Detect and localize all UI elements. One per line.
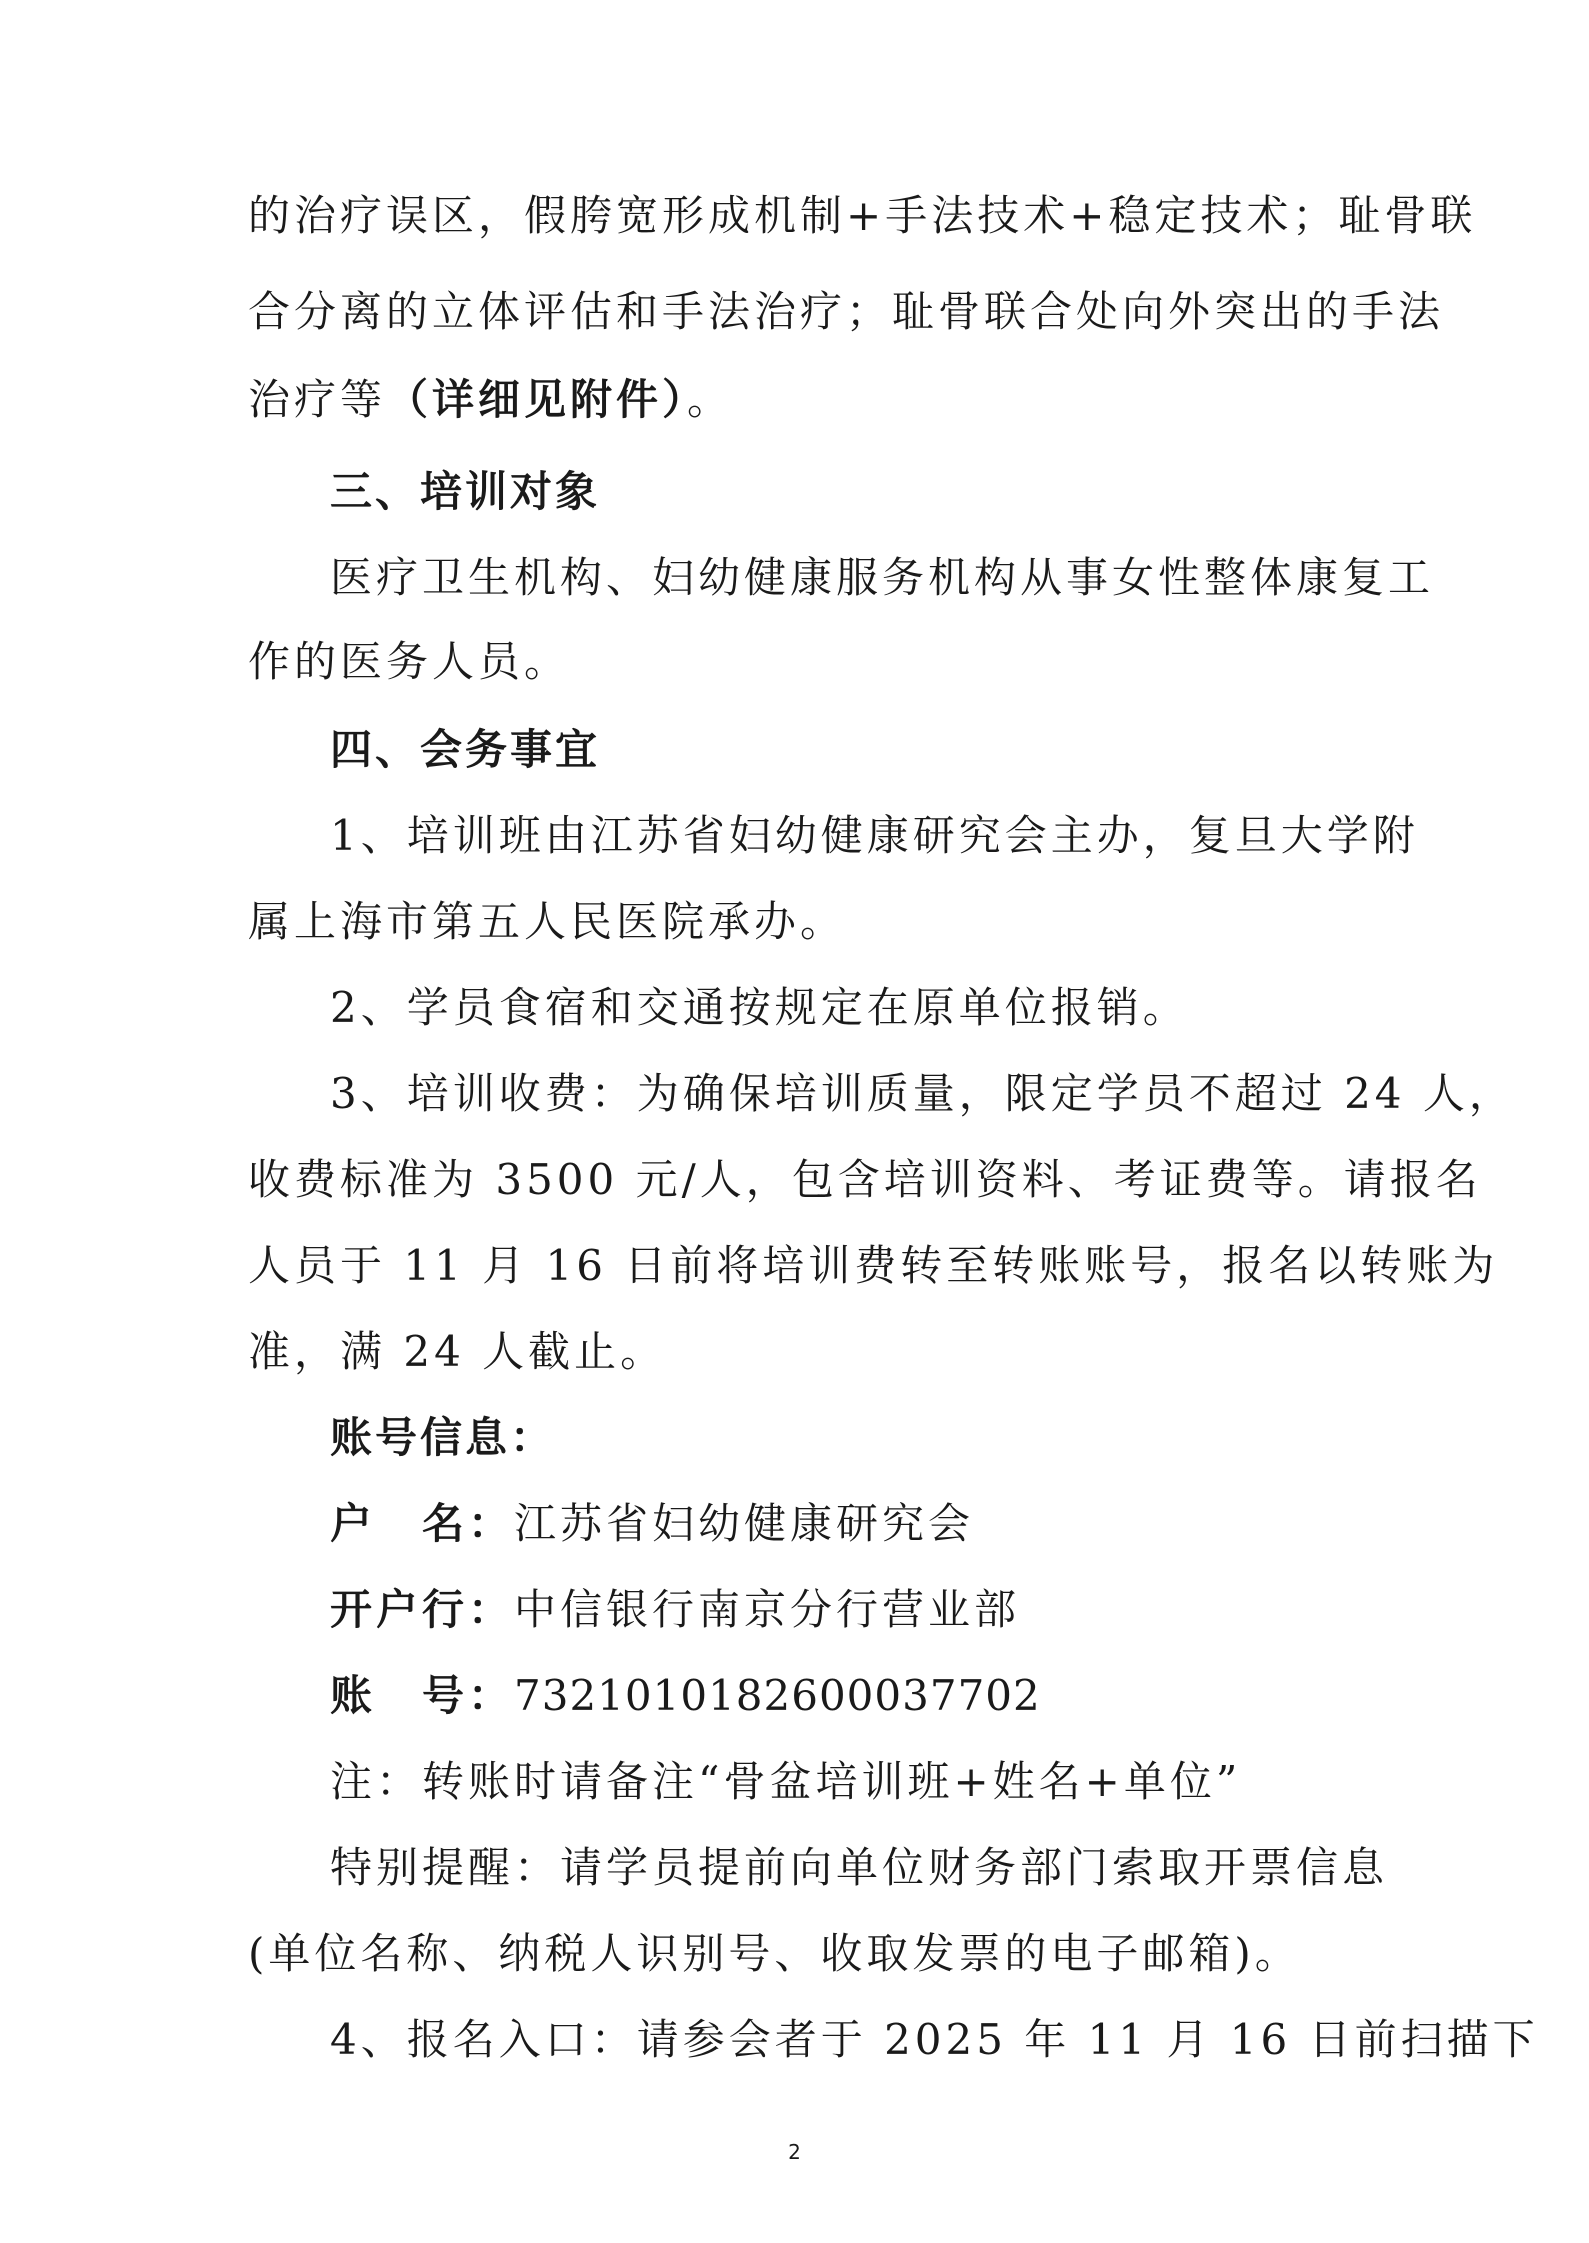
section-3-heading: 三、培训对象 <box>330 467 601 516</box>
attachment-reference: （详细见附件） <box>386 375 688 424</box>
account-name-value: 江苏省妇幼健康研究会 <box>514 1499 975 1548</box>
item-3-line-4: 准，满 24 人截止。 <box>248 1327 667 1376</box>
special-reminder-line-1: 特别提醒：请学员提前向单位财务部门索取开票信息 <box>330 1843 1389 1892</box>
account-number-row <box>330 1666 1041 1726</box>
section-3-line-2: 作的医务人员。 <box>248 637 571 686</box>
intro-line-3-text: 治疗等 <box>248 375 387 424</box>
account-heading: 账号信息： <box>330 1413 556 1462</box>
section-3-line-1: 医疗卫生机构、妇幼健康服务机构从事女性整体康复工 <box>330 553 1435 602</box>
item-1-line-2: 属上海市第五人民医院承办。 <box>248 897 847 946</box>
special-reminder-line-2: (单位名称、纳税人识别号、收取发票的电子邮箱)。 <box>248 1929 1301 1978</box>
account-bank-row <box>330 1580 1020 1640</box>
intro-line-2: 合分离的立体评估和手法治疗；耻骨联合处向外突出的手法 <box>248 287 1445 336</box>
intro-line-1: 的治疗误区，假胯宽形成机制+手法技术+稳定技术；耻骨联 <box>248 191 1477 240</box>
item-3-line-1: 3、培训收费：为确保培训质量，限定学员不超过 24 人， <box>330 1069 1515 1118</box>
account-number-label: 账 号： <box>330 1671 515 1720</box>
item-1-line-1: 1、培训班由江苏省妇幼健康研究会主办，复旦大学附 <box>330 811 1419 860</box>
intro-line-3-end: 。 <box>687 375 734 424</box>
page-number: 2 <box>788 2140 801 2164</box>
account-bank-label: 开户行： <box>330 1585 515 1634</box>
account-name-label: 户 名： <box>330 1499 515 1548</box>
item-3-line-2: 收费标准为 3500 元/人，包含培训资料、考证费等。请报名 <box>248 1155 1482 1204</box>
transfer-note: 注：转账时请备注“骨盆培训班+姓名+单位” <box>330 1757 1242 1806</box>
item-4-line-1: 4、报名入口：请参会者于 2025 年 11 月 16 日前扫描下 <box>330 2015 1539 2064</box>
item-3-line-3: 人员于 11 月 16 日前将培训费转至转账账号，报名以转账为 <box>248 1241 1499 1290</box>
section-4-heading: 四、会务事宜 <box>330 725 601 774</box>
account-bank-value: 中信银行南京分行营业部 <box>514 1585 1021 1634</box>
account-name-row <box>330 1494 974 1554</box>
account-number-value: 7321010182600037702 <box>514 1671 1041 1720</box>
intro-line-3 <box>248 370 733 430</box>
item-2: 2、学员食宿和交通按规定在原单位报销。 <box>330 983 1189 1032</box>
